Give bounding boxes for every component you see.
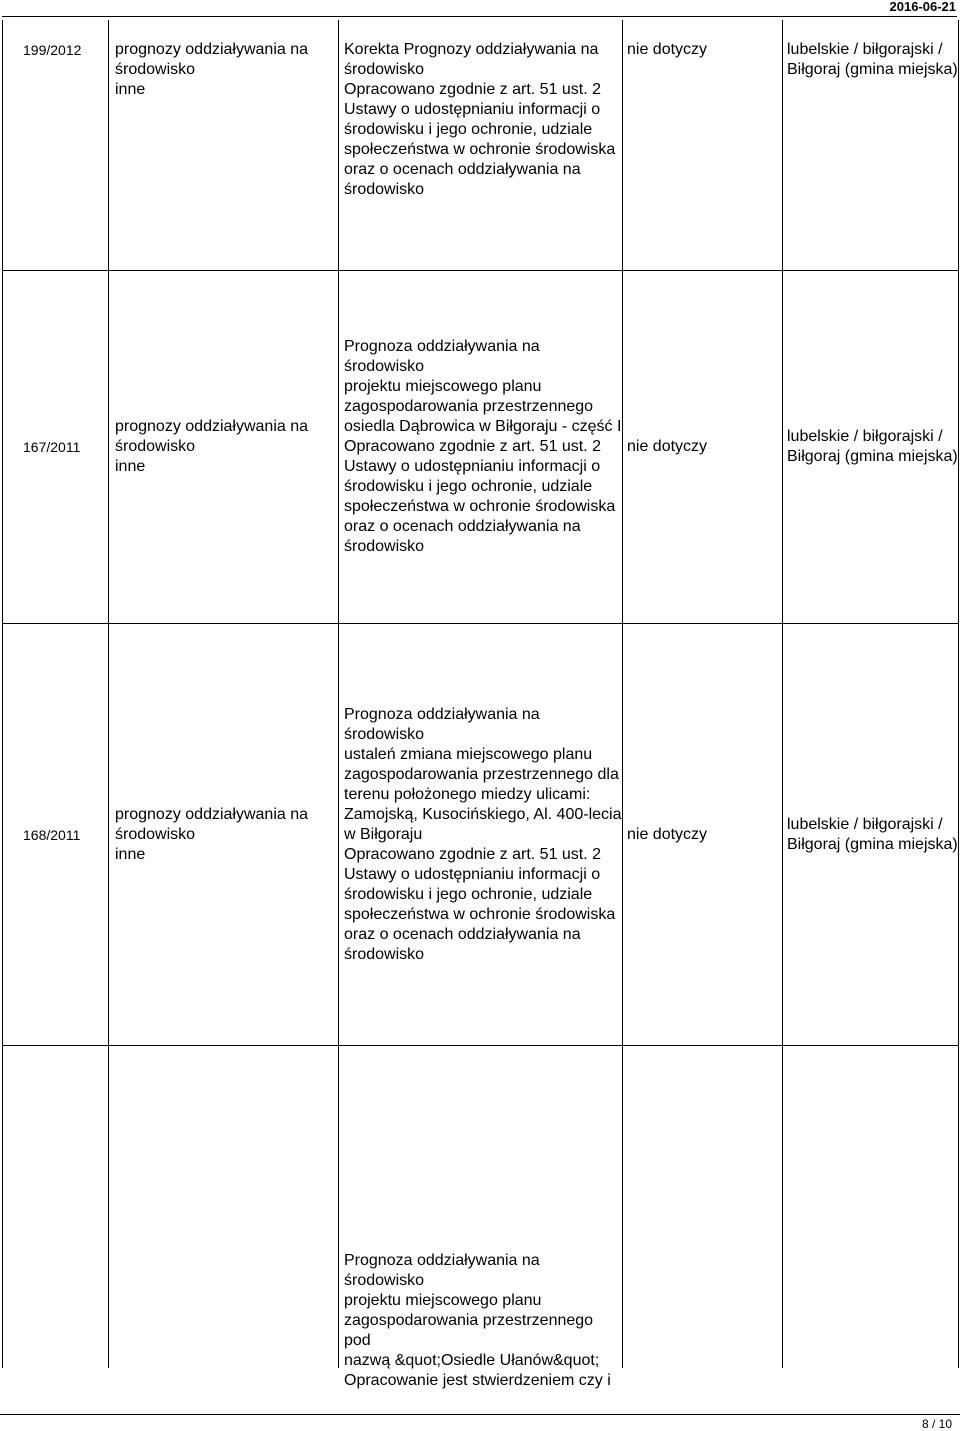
record-id: 199/2012 — [23, 42, 82, 58]
records-table — [2, 20, 959, 1389]
record-status-cell — [622, 624, 782, 1045]
record-status: nie dotyczy — [627, 825, 708, 843]
text-line: oraz o ocenach oddziaływania na — [344, 925, 581, 943]
record-location-cell — [782, 624, 958, 1045]
record-description-cell — [338, 624, 622, 1045]
text-line: Zamojską, Kusocińskiego, Al. 400-lecia — [344, 805, 622, 823]
text-line: Biłgoraj (gmina miejska) — [787, 448, 958, 465]
record-status: nie dotyczy — [627, 41, 708, 58]
record-id-cell — [3, 624, 108, 1045]
text-line: środowisko — [115, 825, 196, 843]
text-line: zagospodarowania przestrzennego dla — [344, 765, 619, 783]
text-line: Prognoza oddziaływania na środowisko — [344, 338, 540, 375]
text-line: prognozy oddziaływania na — [115, 41, 309, 58]
text-line: zagospodarowania przestrzennego pod — [344, 1312, 594, 1349]
text-line: lubelskie / biłgorajski / — [787, 41, 943, 58]
table-row — [3, 20, 958, 270]
text-line: środowisko — [344, 181, 425, 198]
text-line: w Biłgoraju — [344, 825, 423, 843]
text-line: lubelskie / biłgorajski / — [787, 428, 943, 445]
table-row — [3, 1045, 958, 1389]
text-line: zagospodarowania przestrzennego — [344, 398, 594, 415]
text-line: inne — [115, 458, 146, 475]
text-line: środowisko — [344, 538, 425, 555]
record-type — [115, 805, 308, 865]
text-line: Prognoza oddziaływania na środowisko — [344, 705, 540, 743]
record-type — [115, 417, 308, 477]
text-line: Biłgoraj (gmina miejska) — [787, 61, 958, 78]
record-description — [344, 40, 622, 200]
record-status-cell — [622, 20, 782, 270]
text-line: Ustawy o udostępnianiu informacji o — [344, 458, 601, 475]
text-line: środowisko — [115, 438, 196, 455]
record-location-cell — [782, 20, 958, 270]
record-description — [344, 705, 622, 965]
record-location — [787, 815, 958, 855]
text-line: Ustawy o udostępnianiu informacji o — [344, 865, 601, 883]
text-line: środowisko — [344, 945, 425, 963]
text-line: środowisku i jego ochronie, udziale — [344, 121, 593, 138]
text-line: środowisku i jego ochronie, udziale — [344, 885, 593, 903]
text-line: środowisku i jego ochronie, udziale — [344, 478, 593, 495]
record-description — [344, 337, 622, 557]
record-location — [787, 40, 958, 80]
page-footer — [0, 1414, 960, 1431]
text-line: Prognoza oddziaływania na środowisko — [344, 1252, 540, 1289]
text-line: środowisko — [115, 61, 196, 78]
table-row — [3, 623, 958, 1045]
text-line: oraz o ocenach oddziaływania na — [344, 518, 581, 535]
record-type-cell — [108, 20, 338, 270]
text-line: oraz o ocenach oddziaływania na — [344, 161, 581, 178]
record-status-cell — [622, 1046, 782, 1368]
record-id-cell — [3, 20, 108, 270]
record-id-cell — [3, 1046, 108, 1368]
record-type — [115, 40, 338, 100]
text-line: Opracowano zgodnie z art. 51 ust. 2 — [344, 845, 602, 863]
text-line: Ustawy o udostępnianiu informacji o — [344, 101, 601, 118]
text-line: prognozy oddziaływania na — [115, 418, 309, 435]
record-id: 168/2011 — [23, 826, 81, 843]
text-line: środowisko — [344, 61, 425, 78]
top-rule — [2, 16, 957, 17]
record-location-cell — [782, 1046, 958, 1368]
text-line: ustaleń zmiana miejscowego planu — [344, 745, 593, 763]
text-line: terenu położonego miedzy ulicami: — [344, 785, 591, 803]
print-date: 2016-06-21 — [889, 0, 956, 14]
text-line: społeczeństwa w ochronie środowiska — [344, 498, 616, 515]
record-id-cell — [3, 271, 108, 623]
text-line: projektu miejscowego planu — [344, 1292, 542, 1309]
record-description — [344, 1251, 622, 1391]
text-line: Korekta Prognozy oddziaływania na — [344, 41, 599, 58]
text-line: inne — [115, 845, 146, 863]
record-type-cell — [108, 271, 338, 623]
text-line: Opracowanie jest stwierdzeniem czy i — [344, 1372, 611, 1389]
text-line: prognozy oddziaływania na — [115, 805, 309, 823]
record-status: nie dotyczy — [627, 438, 708, 455]
text-line: społeczeństwa w ochronie środowiska — [344, 905, 616, 923]
text-line: Opracowano zgodnie z art. 51 ust. 2 — [344, 438, 602, 455]
text-line: lubelskie / biłgorajski / — [787, 815, 943, 833]
record-description-cell — [338, 271, 622, 623]
text-line: Opracowano zgodnie z art. 51 ust. 2 — [344, 81, 602, 98]
record-location — [787, 427, 958, 467]
text-line: projektu miejscowego planu — [344, 378, 542, 395]
record-id: 167/2011 — [23, 439, 81, 455]
record-type-cell — [108, 624, 338, 1045]
text-line: inne — [115, 81, 146, 98]
text-line: nazwą &quot;Osiedle Ułanów&quot; — [344, 1352, 600, 1369]
table-row — [3, 270, 958, 623]
record-description-cell — [338, 20, 622, 270]
record-status-cell — [622, 271, 782, 623]
record-location-cell — [782, 271, 958, 623]
record-description-cell — [338, 1046, 622, 1389]
text-line: Biłgoraj (gmina miejska) — [787, 835, 958, 853]
page-number: 8 / 10 — [921, 1417, 952, 1431]
record-type-cell — [108, 1046, 338, 1368]
text-line: osiedla Dąbrowica w Biłgoraju - część I — [344, 418, 622, 435]
text-line: społeczeństwa w ochronie środowiska — [344, 141, 616, 158]
